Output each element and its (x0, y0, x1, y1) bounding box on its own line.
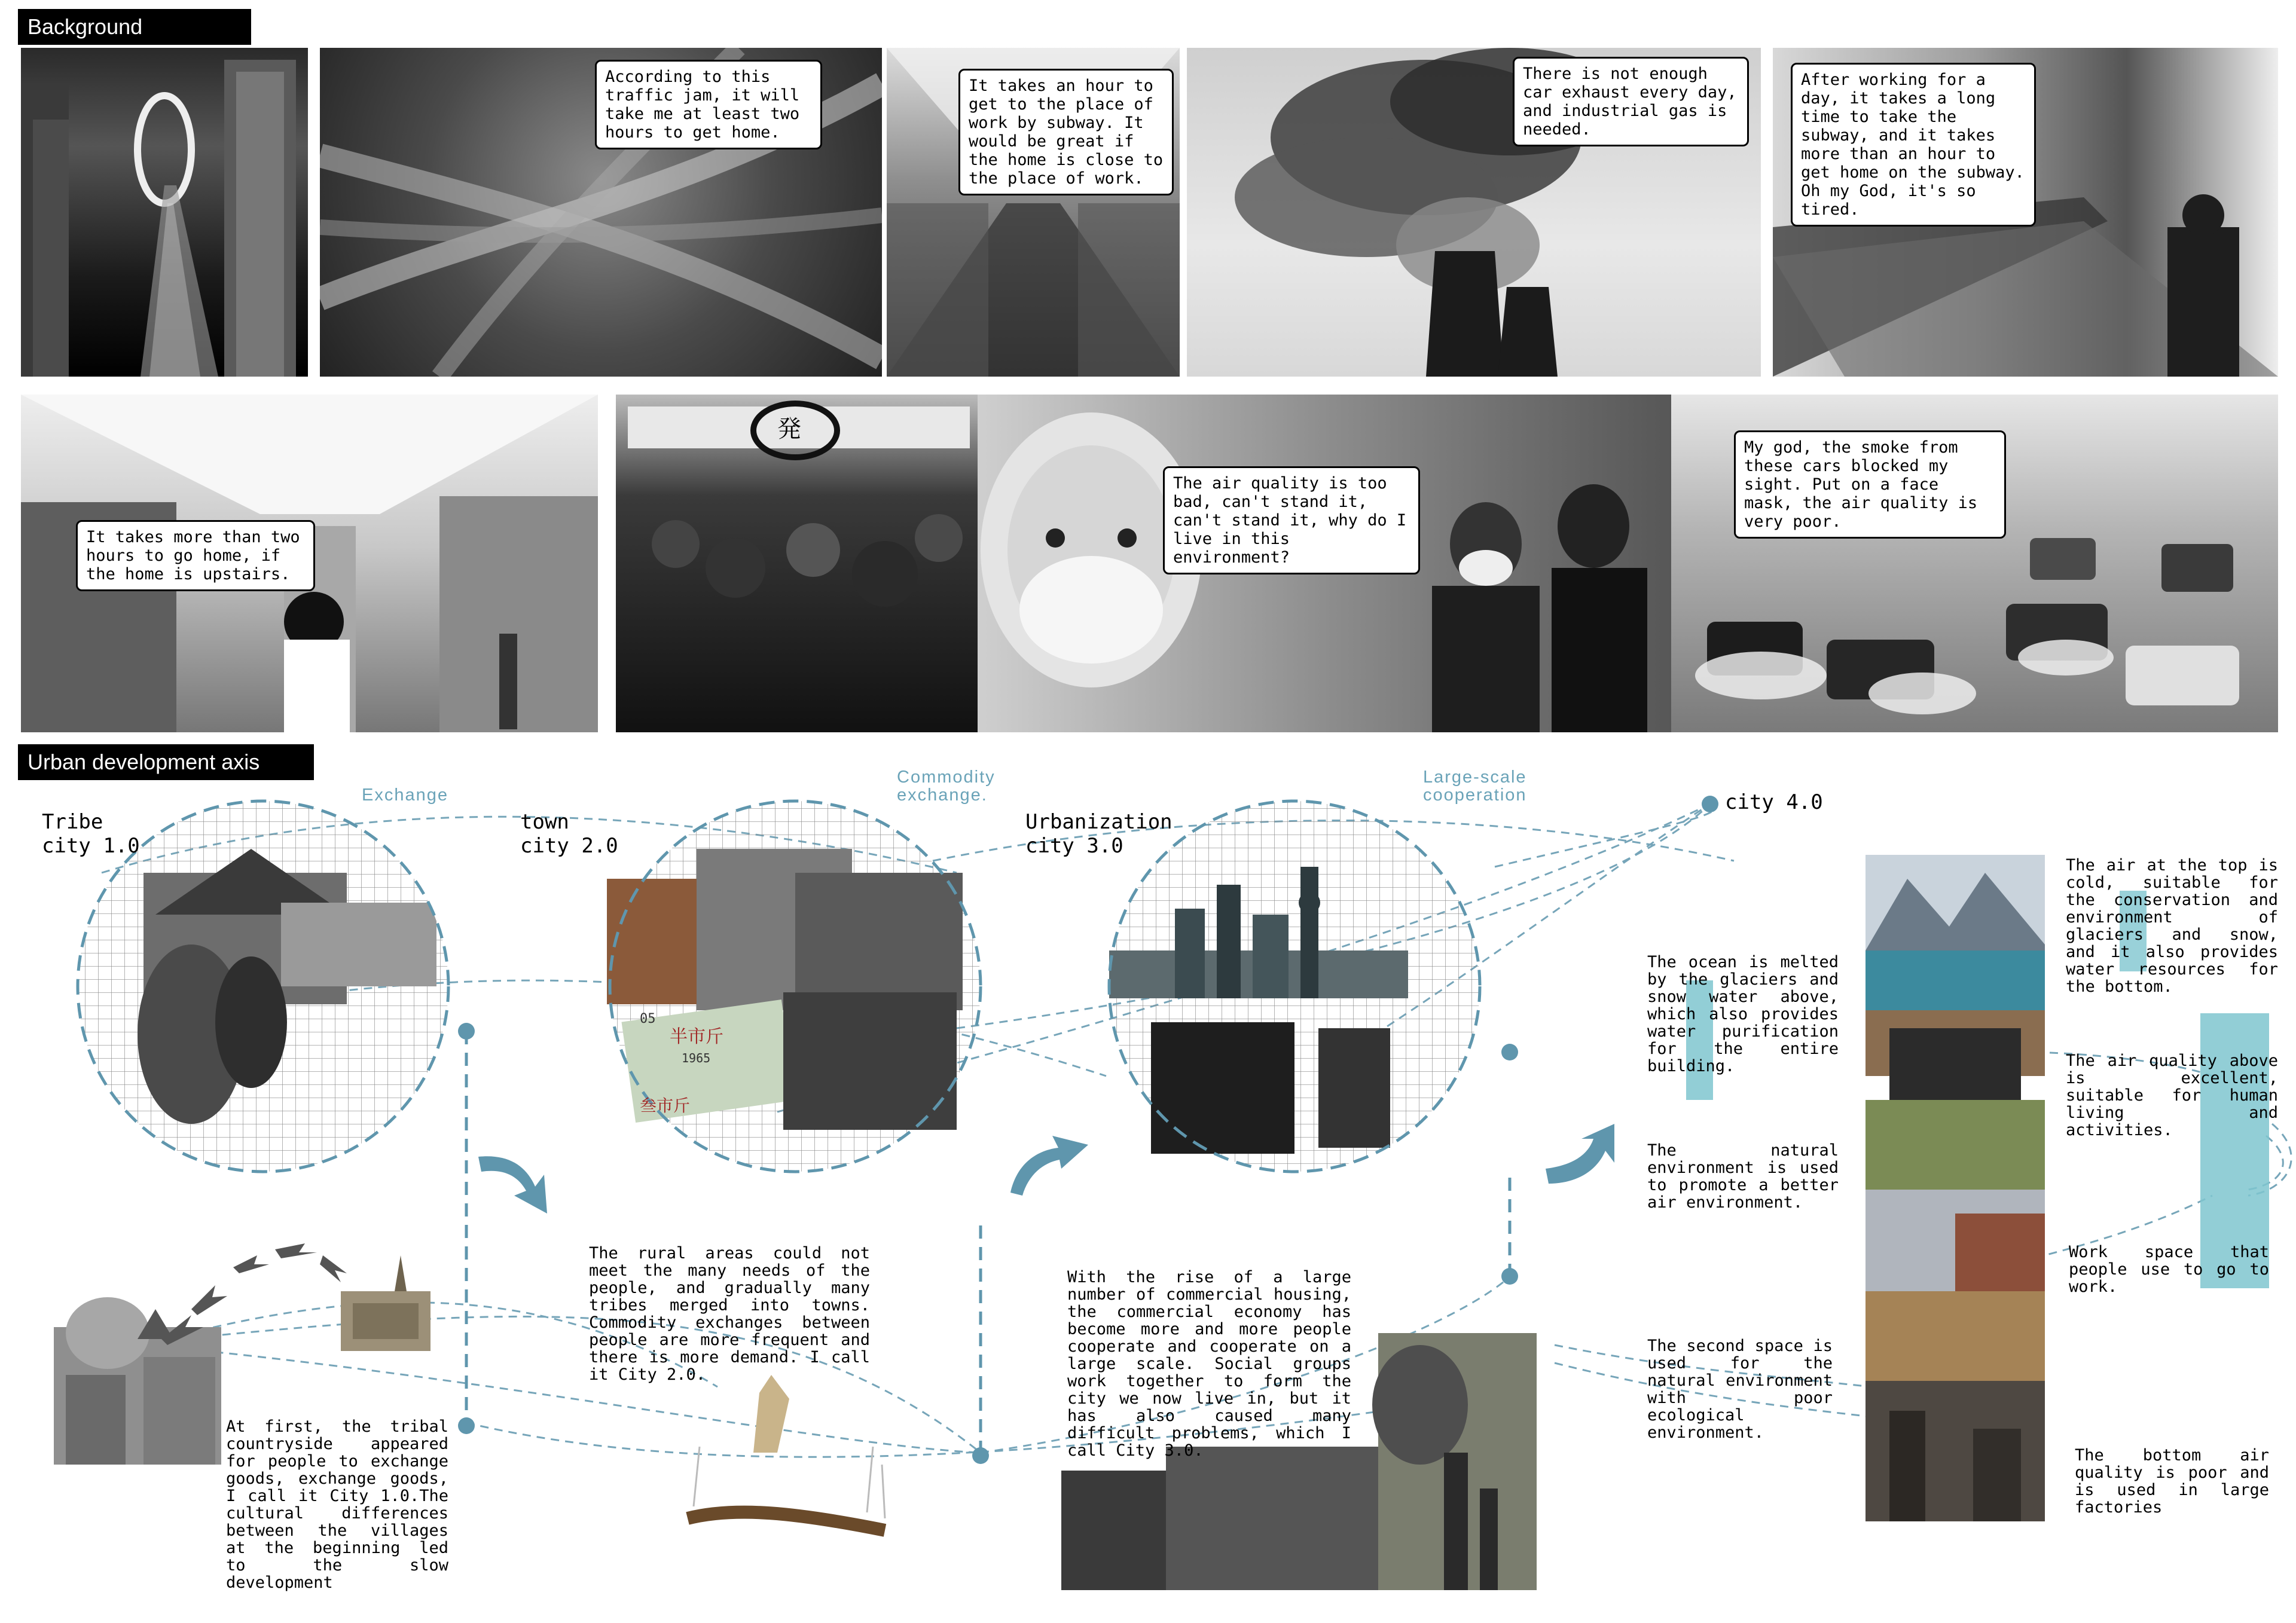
ticket-label-half: 半市斤 (670, 1026, 723, 1047)
text-city2-description: The rural areas could not meet the many needs of the people, and gradually many tribes merged into towns. Commodity exchanges between people are more frequent and there is more demand. I call it City 2.0. (589, 1244, 870, 1384)
speech-bubble-upstairs: It takes more than two hours to go home, if the home is upstairs. (76, 520, 315, 591)
link-label-largescale-line2: cooperation (1423, 785, 1527, 805)
ticket-year: 1965 (682, 1051, 711, 1065)
collage-caravan-tower (676, 1375, 897, 1548)
text-city1-description: At first, the tribal countryside appeared for people to exchange goods, exchange goods, I call it City 1.0.The cultural differences between the villages at the beginning led to the slow development (226, 1417, 448, 1592)
speech-bubble-subway-tired: After working for a day, it takes a long time to take the subway, and it takes more than an hour to get home on the subway. Oh my God, it's so tired. (1791, 63, 2036, 227)
text-ocean: The ocean is melted by the glaciers and snow water above, which also provides water purification for the entire building. (1647, 953, 1839, 1075)
speech-bubble-traffic: According to this traffic jam, it will take me at least two hours to get home. (595, 60, 822, 149)
link-label-exchange: Exchange (362, 785, 448, 805)
text-second-space: The second space is used for the natural environment with poor ecological environment. (1647, 1337, 1833, 1442)
link-label-largescale-line1: Large-scale (1423, 768, 1527, 787)
text-work-space: Work space that people use to go to work. (2069, 1243, 2269, 1296)
text-above-air: The air quality above is excellent, suitable for human living and activities. (2066, 1052, 2278, 1139)
collage-flying-arrows (155, 1237, 359, 1345)
speech-bubble-smoke: My god, the smoke from these cars blocked my sight. Put on a face mask, the air quality is very poor. (1734, 430, 2006, 539)
ticket-number: 05 (640, 1011, 656, 1026)
text-bottom-air: The bottom air quality is poor and is used in large factories (2075, 1446, 2269, 1517)
text-top-air: The air at the top is cold, suitable for the conservation and environment of glaciers and snow, and it also provides water resources for the bottom. (2066, 856, 2278, 996)
text-city3-description: With the rise of a large number of commercial housing, the commercial economy has become more and more people cooperate and cooperate on a large scale. Social groups work together to form the city we now live in, but it has also caused many difficult problems, which I call City 3.0. (1067, 1268, 1351, 1460)
city1-label-line1: Tribe (42, 810, 103, 834)
section-header-background: Background (18, 9, 251, 45)
city2-label-line1: town (520, 810, 569, 834)
section-header-axis: Urban development axis (18, 744, 314, 780)
text-natural-environment: The natural environment is used to promote a better air environment. (1647, 1141, 1839, 1212)
ticket-label-three: 叁市斤 (640, 1096, 691, 1115)
city-circle-3 (1103, 795, 1486, 1178)
speech-bubble-subway-hour: It takes an hour to get to the place of work by subway. It would be great if the home is close to the place of work. (958, 69, 1174, 195)
speech-bubble-exhaust: There is not enough car exhaust every day, and industrial gas is needed. (1513, 57, 1749, 146)
city4-label: city 4.0 (1725, 790, 1823, 814)
vertical-tower-collage (1866, 855, 2045, 1521)
city1-label-line2: city 1.0 (42, 834, 140, 858)
city-circle-2 (604, 795, 987, 1178)
city3-label-line2: city 3.0 (1025, 834, 1123, 858)
link-label-commodity-line1: Commodity (897, 768, 996, 787)
city2-label-line2: city 2.0 (520, 834, 618, 858)
speech-bubble-air-quality: The air quality is too bad, can't stand it, can't stand it, why do I live in this environment? (1163, 466, 1420, 574)
city3-label-line1: Urbanization (1025, 810, 1173, 834)
link-label-commodity-line2: exchange. (897, 785, 988, 805)
station-sign-glyph: 発 (777, 415, 801, 443)
